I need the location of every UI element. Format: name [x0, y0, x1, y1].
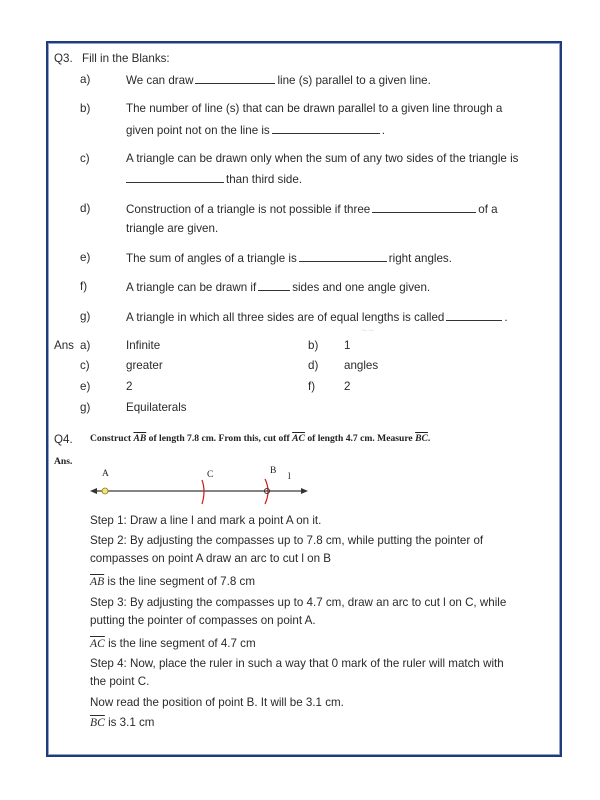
- arc-c: [202, 480, 204, 504]
- read-position: Now read the position of point B. It will be 3.1 cm.: [90, 696, 344, 709]
- q3-title: Fill in the Blanks:: [82, 52, 170, 65]
- q3-item-text: The number of line (s) that can be drawn parallel to a given line through a: [126, 102, 503, 115]
- answer-blank: [272, 123, 380, 134]
- bc-result: $\overline{BC}$ is 3.1 cm: [90, 716, 155, 729]
- answers-prefix: Ans: [54, 339, 74, 352]
- point-c-label: C: [207, 470, 214, 480]
- q4-question: Construct $\overline{AB}$ of length 7.8 cm. From this, cut off $\overline{AC}$ of length 4.7 cm. Measure $\overline{BC}$.: [90, 433, 431, 444]
- answer-value: 2: [344, 380, 351, 393]
- answer-label: a): [80, 339, 91, 352]
- point-a-label: A: [102, 469, 109, 479]
- step-4-line1: Step 4: Now, place the ruler in such a way that 0 mark of the ruler will match with: [90, 657, 504, 670]
- answer-blank: [258, 280, 290, 291]
- q3-item-text: than third side.: [126, 172, 302, 186]
- answer-label: b): [308, 339, 319, 352]
- q3-item-text: triangle are given.: [126, 222, 219, 235]
- q3-item-text: The sum of angles of a triangle is right angles.: [126, 252, 452, 265]
- step-1: Step 1: Draw a line l and mark a point A on it.: [90, 514, 322, 527]
- q3-item-text: given point not on the line is .: [126, 124, 385, 137]
- q3-item-text: A triangle in which all three sides are of equal lengths is called .: [126, 311, 508, 324]
- line-l-label: l: [288, 472, 291, 482]
- q3-item-label: f): [80, 280, 88, 293]
- q3-item-text: Construction of a triangle is not possible if three of a: [126, 203, 498, 216]
- answer-blank: [126, 172, 224, 183]
- point-a-marker: [102, 488, 108, 494]
- step-2-line2: compasses on point A draw an arc to cut l on B: [90, 552, 332, 565]
- ac-segment-note: $\overline{AC}$ is the line segment of 4.7 cm: [90, 637, 256, 650]
- answer-value: greater: [126, 359, 163, 372]
- answer-blank: [195, 73, 275, 84]
- q3-item-label: a): [80, 73, 91, 86]
- q3-item-label: e): [80, 251, 91, 264]
- answer-blank: [446, 310, 502, 321]
- point-b-label: B: [270, 466, 277, 476]
- construction-figure: [88, 476, 318, 506]
- right-arrow-icon: [301, 488, 308, 494]
- answer-value: 1: [344, 339, 351, 352]
- step-3-line2: putting the pointer of compasses on point A.: [90, 614, 316, 627]
- faint-stamp: ～～: [360, 328, 374, 335]
- answer-label: g): [80, 401, 91, 414]
- step-4-line2: the point C.: [90, 675, 150, 688]
- answer-blank: [299, 251, 387, 262]
- answer-value: Equilaterals: [126, 401, 187, 414]
- ans-label: Ans.: [54, 456, 73, 467]
- q3-item-label: b): [80, 102, 91, 115]
- q3-item-text: We can draw line (s) parallel to a given line.: [126, 74, 431, 87]
- answer-label: e): [80, 380, 91, 393]
- step-2-line1: Step 2: By adjusting the compasses up to 7.8 cm, while putting the pointer of: [90, 534, 484, 547]
- q3-number: Q3.: [54, 52, 73, 65]
- answer-value: 2: [126, 380, 133, 393]
- answer-label: c): [80, 359, 90, 372]
- answer-value: angles: [344, 359, 379, 372]
- q3-item-label: c): [80, 152, 90, 165]
- q3-item-label: d): [80, 202, 91, 215]
- q3-item-text: A triangle can be drawn if sides and one angle given.: [126, 281, 431, 294]
- left-arrow-icon: [90, 488, 97, 494]
- q3-item-text: A triangle can be drawn only when the sum of any two sides of the triangle is: [126, 152, 519, 165]
- q3-item-label: g): [80, 310, 91, 323]
- ab-segment-note: $\overline{AB}$ is the line segment of 7.8 cm: [90, 575, 255, 588]
- answer-value: Infinite: [126, 339, 161, 352]
- answer-blank: [372, 202, 476, 213]
- step-3-line1: Step 3: By adjusting the compasses up to 4.7 cm, draw an arc to cut l on C, while: [90, 596, 507, 609]
- answer-label: d): [308, 359, 319, 372]
- answer-label: f): [308, 380, 316, 393]
- q4-number: Q4.: [54, 433, 73, 446]
